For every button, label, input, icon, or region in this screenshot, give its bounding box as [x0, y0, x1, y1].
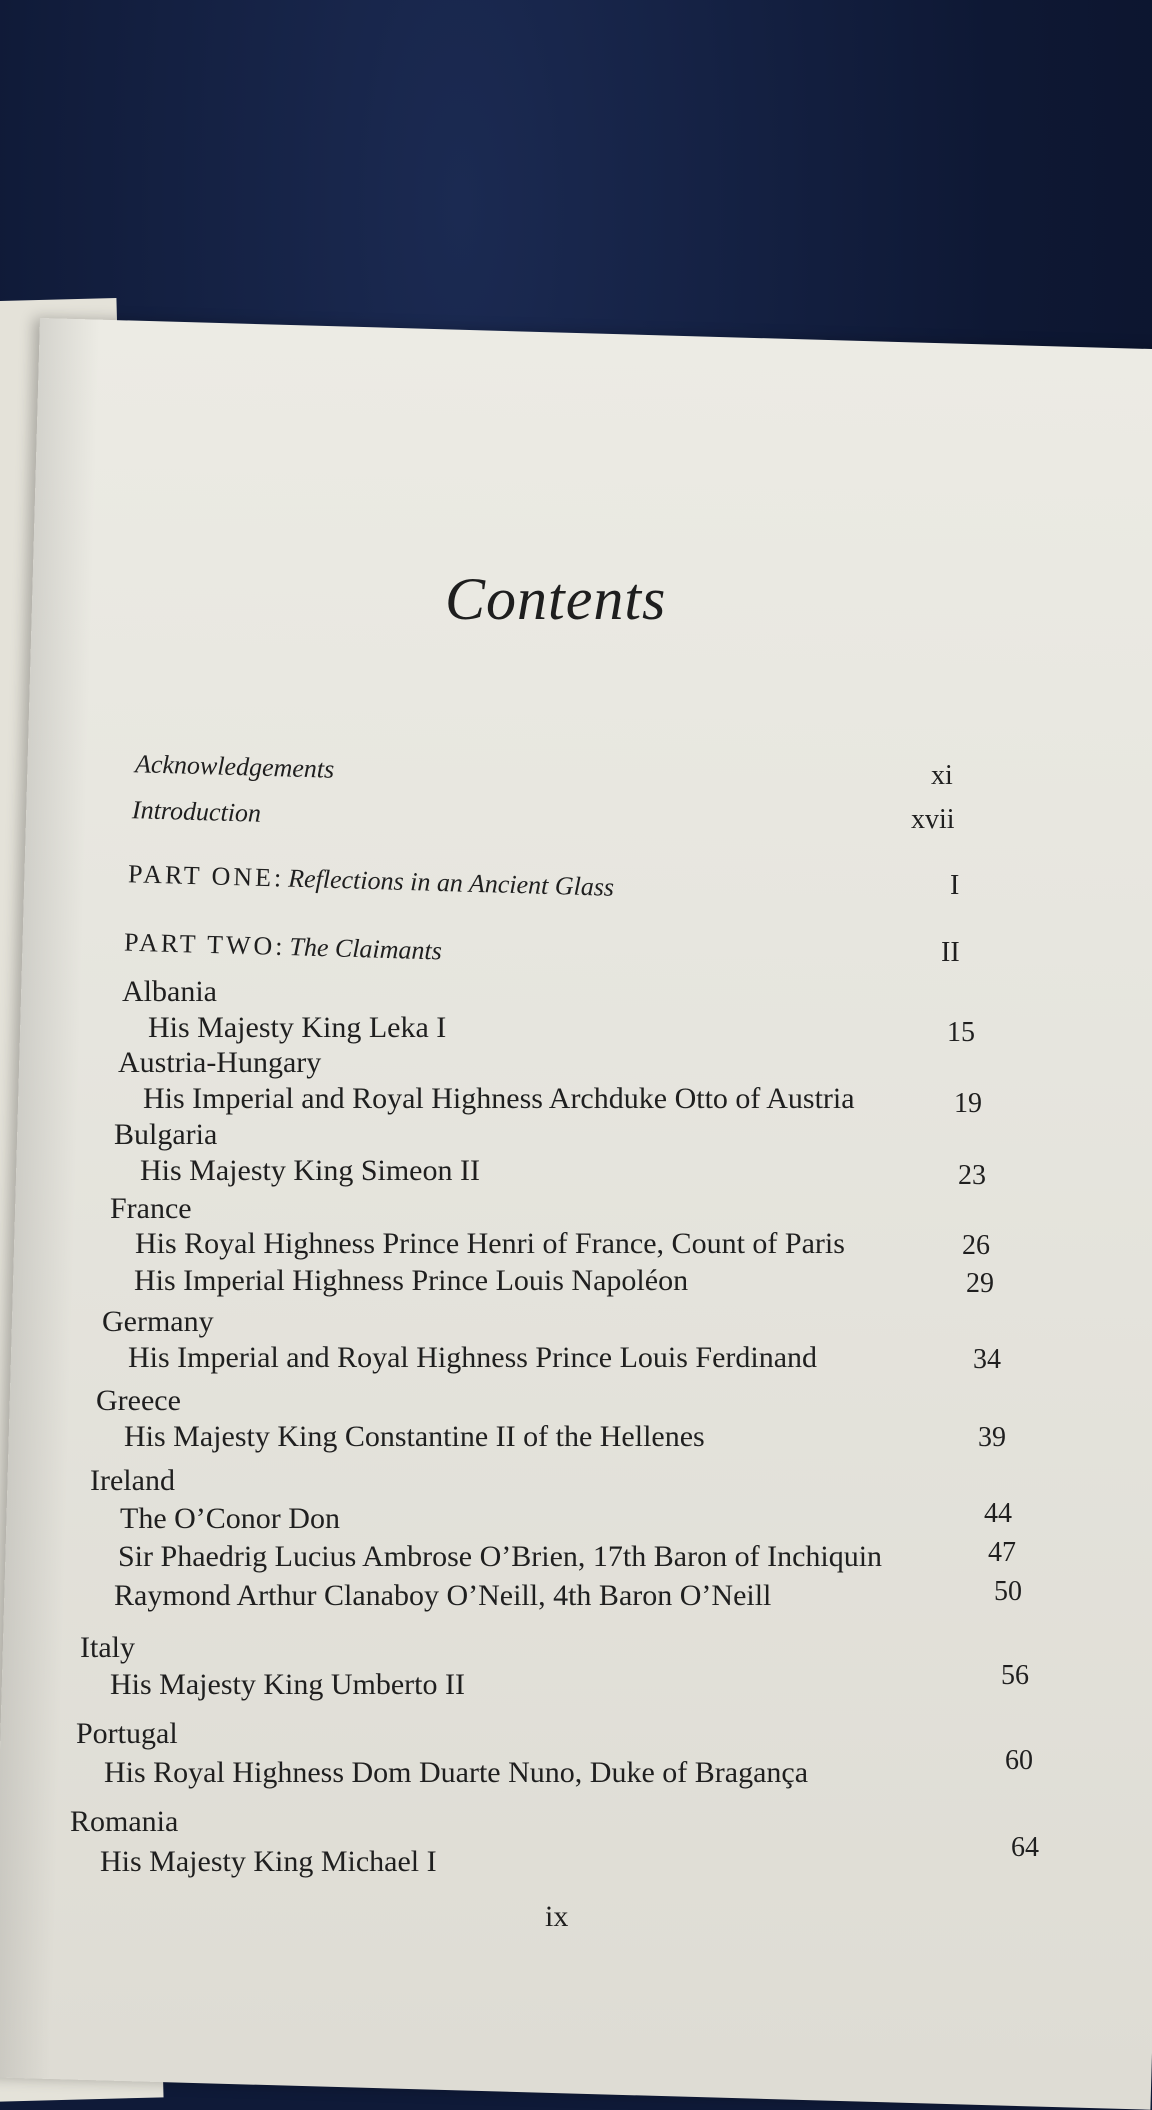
- part-two-prefix: PART TWO:: [123, 927, 286, 962]
- toc-part-one: [128, 859, 615, 903]
- toc-person: His Majesty King Constantine II of the Hellenes: [124, 1420, 705, 1453]
- toc-person: His Majesty King Umberto II: [110, 1668, 465, 1701]
- toc-person-page: 15: [947, 1017, 975, 1048]
- toc-person: Raymond Arthur Clanaboy O’Neill, 4th Baron O’Neill: [114, 1579, 772, 1612]
- toc-person: His Imperial and Royal Highness Prince Louis Ferdinand: [128, 1341, 818, 1374]
- page-number: ix: [545, 1900, 569, 1933]
- toc-page-introduction: xvii: [911, 804, 955, 835]
- toc-page-acknowledgements: xi: [931, 760, 953, 791]
- toc-person-page: 29: [966, 1268, 994, 1299]
- toc-person: His Imperial Highness Prince Louis Napoléon: [134, 1264, 689, 1297]
- toc-country-germany: Germany: [102, 1305, 214, 1338]
- toc-country-portugal: Portugal: [76, 1717, 178, 1750]
- toc-country-ireland: Ireland: [90, 1464, 175, 1497]
- toc-entry-introduction: Introduction: [131, 795, 262, 828]
- page-title: Contents: [445, 566, 667, 632]
- toc-person-page: 34: [973, 1344, 1001, 1375]
- toc-person: His Majesty King Simeon II: [140, 1154, 480, 1187]
- toc-part-two: [124, 928, 443, 967]
- toc-country-greece: Greece: [96, 1384, 181, 1417]
- toc-person-page: 23: [958, 1160, 986, 1191]
- toc-person-page: 19: [954, 1088, 982, 1119]
- toc-entry-acknowledgements: Acknowledgements: [134, 749, 335, 784]
- part-two-title: The Claimants: [289, 932, 443, 966]
- part-one-prefix: PART ONE:: [127, 859, 285, 893]
- toc-person-page: 39: [978, 1422, 1006, 1453]
- toc-person-page: 60: [1005, 1745, 1033, 1776]
- toc-country-italy: Italy: [80, 1631, 135, 1664]
- toc-person: His Royal Highness Prince Henri of France, Count of Paris: [135, 1227, 845, 1260]
- toc-person: Sir Phaedrig Lucius Ambrose O’Brien, 17th Baron of Inchiquin: [118, 1540, 883, 1573]
- toc-person-page: 44: [984, 1498, 1012, 1529]
- toc-person: His Majesty King Leka I: [148, 1011, 447, 1044]
- toc-country-austria-hungary: Austria-Hungary: [118, 1046, 322, 1079]
- toc-page-part-two: II: [941, 937, 960, 968]
- toc-person-page: 64: [1011, 1832, 1039, 1863]
- toc-person-page: 50: [994, 1576, 1022, 1607]
- part-one-title: Reflections in an Ancient Glass: [287, 863, 615, 902]
- toc-person: His Royal Highness Dom Duarte Nuno, Duke of Bragança: [104, 1756, 809, 1789]
- toc-country-bulgaria: Bulgaria: [114, 1118, 218, 1151]
- toc-person: The O’Conor Don: [120, 1502, 340, 1535]
- toc-country-albania: Albania: [122, 975, 217, 1008]
- toc-person-page: 56: [1001, 1660, 1029, 1691]
- toc-person: His Imperial and Royal Highness Archduke Otto of Austria: [143, 1082, 855, 1115]
- toc-person-page: 47: [988, 1537, 1016, 1568]
- toc-page-part-one: I: [950, 870, 960, 901]
- toc-country-france: France: [110, 1192, 192, 1225]
- toc-country-romania: Romania: [70, 1805, 179, 1838]
- toc-person: His Majesty King Michael I: [100, 1845, 437, 1878]
- toc-person-page: 26: [962, 1230, 990, 1261]
